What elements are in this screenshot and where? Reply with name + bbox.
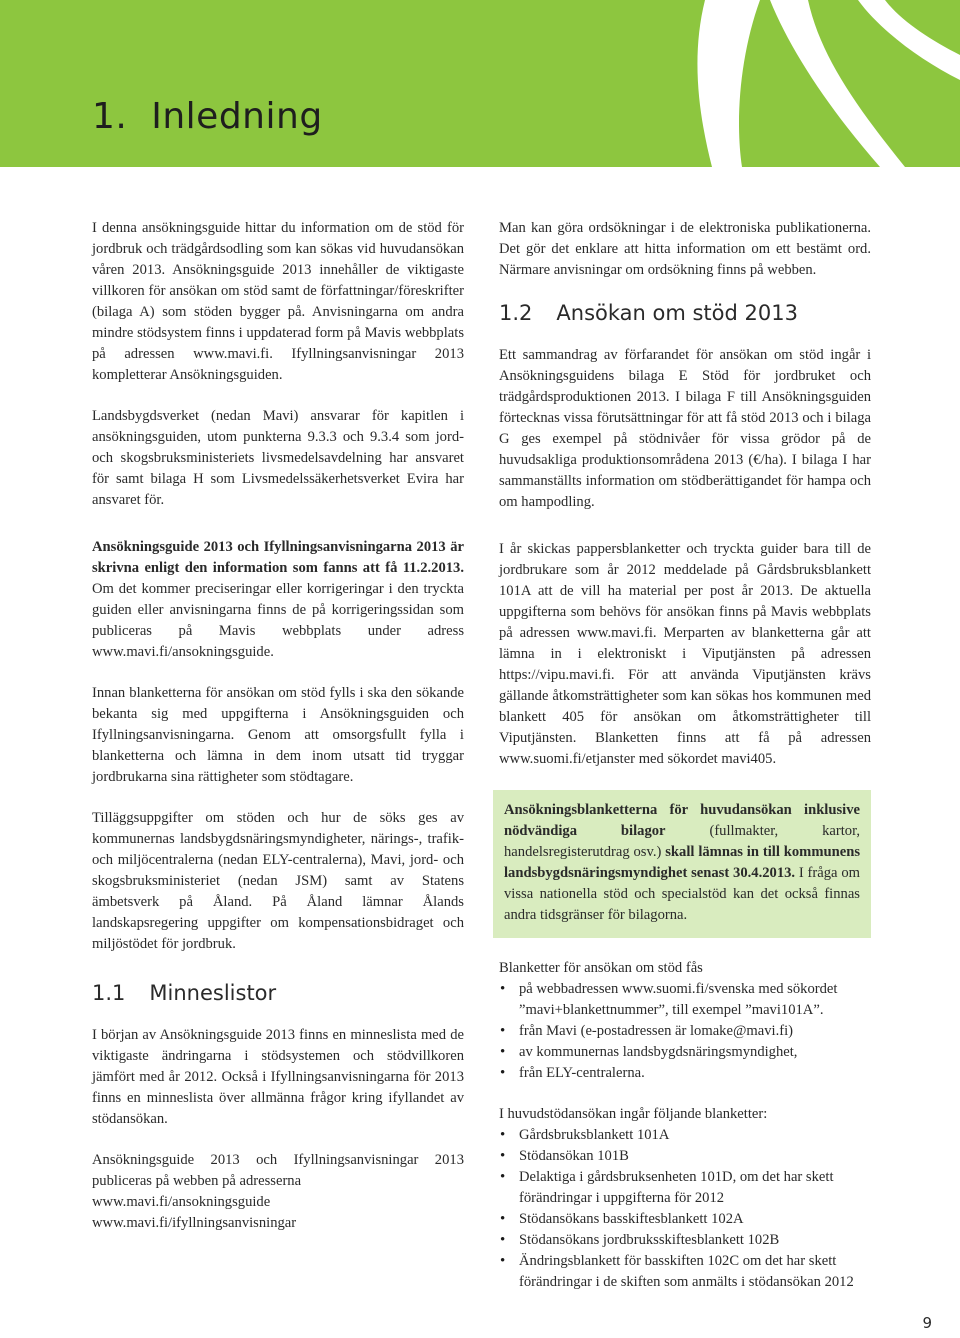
leaf-decoration (0, 0, 960, 167)
chapter-title (92, 96, 323, 137)
left-column (92, 218, 464, 1234)
deadline-notice-box (493, 790, 871, 938)
chapter-number: 1. (92, 96, 128, 137)
responsibility-paragraph: Landsbygdsverket (nedan Mavi) ansvarar för kapitlen i ansökningsguiden, utom punkterna 9.3.3 och 9.3.4 som jord- och skogsbruksministeriets livsmedelsavdelning har ansvaret för samt bilaga H som Livsmedelssäkerhetsverket Evira har ansvaret för. (92, 408, 464, 508)
section-number: 1.1 (92, 981, 126, 1005)
section-heading-1-2 (499, 301, 871, 325)
list-item: • från ELY-centralerna. (499, 1063, 871, 1084)
deadline-bold-1: Ansökningsblanketterna för huvudansökan inklusive nödvändiga bilagor (504, 802, 860, 839)
info-date-rest: Om det kommer preciseringar eller korrigeringar i den tryckta guiden eller anvisningarna finns de på korrigeringssidan som publiceras på Mavis webbplats under adress www.mavi.fi/ansokningsguide. (92, 581, 464, 660)
deadline-normal-1: (fullmakter, kartor, handelsregisterutdrag osv.) (504, 823, 860, 860)
checklist-paragraph: I början av Ansökningsguide 2013 finns en minneslista med de viktigaste ändringarna i stödsystemen och stödvillkoren jämfört med år 2012. Också i Ifyllningsanvisningarna för 2013 finns en minneslista över allmänna frågor kring ifyllandet av stödansökan. (92, 1027, 464, 1127)
paper-forms-paragraph: I år skickas pappersblanketter och tryckta guider bara till de jordbrukare som år 2012 meddelade på Gårdsbruksblankett 101A att de vill ha material per post år 2013. De aktuella uppgifterna som behövs för ansökan finns på Mavis webbplats på adressen www.mavi.fi. Merparten av blanketterna går att lämna in i elektroniskt i Viputjänsten på adressen https://vipu.mavi.fi. För att använda Viputjänsten krävs gällande åtkomsträttigheter som kan sökas hos kommunen med blankett 405 för ansökan om åtkomsträttigheter till Viputjänsten. Blanketten finns att få på adressen www.suomi.fi/etjanster med sökordet mavi405. (499, 541, 871, 767)
forms-list-intro: Blanketter för ansökan om stöd fås (499, 960, 703, 976)
list-item: • på webbadressen www.suomi.fi/svenska med sökordet ”mavi+blankettnummer”, till exempel ”mavi101A”. (499, 979, 871, 1021)
summary-paragraph: Ett sammandrag av förfarandet för ansökan om stöd ingår i Ansökningsguidens bilaga E Stöd för jordbruket och trädgårdsproduktionen 2013. I bilaga F till Ansökningsguiden förtecknas vissa förutsättningar för att få stöd 2013 och i bilaga G ges exempel på stödnivåer för vissa grödor på de huvudsakliga produktionsområdena 2013 (€/ha). I bilaga I har sammanställts information om stödberättigandet för hampa och om hampodling. (499, 347, 871, 510)
info-date-paragraph (92, 537, 464, 663)
word-search-paragraph: Man kan göra ordsökningar i de elektroniska publikationerna. Det gör det enklare att hitta information om ett bestämt ord. Närmare anvisningar om ordsökning finns på webben. (499, 220, 871, 278)
intro-paragraph: I denna ansökningsguide hittar du information om de stöd för jordbruk och trädgårdsodling som kan sökas vid huvudansökan våren 2013. Ansökningsguide 2013 innehåller de viktigaste villkoren för ansökan om stöd samt de författningar/föreskrifter (bilaga A) som stöden bygger på. Anvisningarna om andra mindre stödsystem finns i uppdaterad form på Mavis webbplats på adressen www.mavi.fi. Ifyllningsanvisningar 2013 kompletterar Ansökningsguiden. (92, 220, 464, 383)
list-item: • Gårdsbruksblankett 101A (499, 1125, 871, 1146)
list-item: • Stödansökan 101B (499, 1146, 871, 1167)
deadline-normal-2: I fråga om vissa nationella stöd och specialstöd kan det också finnas andra tidsgränser för bilagorna. (504, 865, 860, 923)
list-item: • Ändringsblankett för basskiften 102C om det har skett förändringar i de skiften som anmälts i stödansökan 2012 (499, 1251, 871, 1293)
chapter-title-text: Inledning (151, 96, 323, 137)
list-item: • Delaktiga i gårdsbruksenheten 101D, om det har skett förändringar i uppgifterna för 2012 (499, 1167, 871, 1209)
section-title: Minneslistor (149, 981, 277, 1005)
info-date-bold: Ansökningsguide 2013 och Ifyllningsanvisningarna 2013 är skrivna enligt den information som fanns att få 11.2.2013. (92, 539, 464, 576)
page-number: 9 (922, 1314, 932, 1332)
url-ansokningsguide[interactable]: www.mavi.fi/ansokningsguide (92, 1194, 271, 1210)
list-item: • av kommunernas landsbygdsnäringsmyndighet, (499, 1042, 871, 1063)
publication-paragraph: Ansökningsguide 2013 och Ifyllningsanvisningar 2013 publiceras på webben på adresserna (92, 1152, 464, 1189)
deadline-notice-text (504, 800, 860, 926)
chapter-header-banner (0, 0, 960, 167)
section-title: Ansökan om stöd 2013 (556, 301, 798, 325)
deadline-bold-2: skall lämnas in till kommunens landsbygdsnäringsmyndighet senast 30.4.2013. (504, 844, 860, 881)
list-item: • från Mavi (e-postadressen är lomake@mavi.fi) (499, 1021, 871, 1042)
additional-info-paragraph: Tilläggsuppgifter om stöden och hur de söks ges av kommunernas landsbygdsnäringsmyndigheter, närings-, trafik- och miljöcentralerna (nedan ELY-centralerna), Mavi, jord- och skogsbruksministeriet (nedan JSM) samt av Statens ämbetsverk på Åland. På Åland lämnar Ålands landskapsregering uppgifter om kompensationsbidraget och miljöstödet för jordbruk. (92, 810, 464, 952)
forms-source-list (499, 979, 871, 1084)
before-filling-paragraph: Innan blanketterna för ansökan om stöd fylls i ska den sökande bekanta sig med uppgifterna i Ansökningsguiden och Ifyllningsanvisningarna. Genom att omsorgsfullt fylla i blanketterna och lämna in dem inom utsatt tid tryggar jordbrukarna sina rättigheter som stödtagare. (92, 685, 464, 785)
right-column (499, 218, 871, 1293)
list-item: • Stödansökans jordbruksskiftesblankett 102B (499, 1230, 871, 1251)
list-item: • Stödansökans basskiftesblankett 102A (499, 1209, 871, 1230)
section-number: 1.2 (499, 301, 533, 325)
section-heading-1-1 (92, 981, 464, 1005)
url-ifyllningsanvisningar[interactable]: www.mavi.fi/ifyllningsanvisningar (92, 1215, 297, 1231)
main-application-intro: I huvudstödansökan ingår följande blanketter: (499, 1106, 768, 1122)
main-application-forms-list (499, 1125, 871, 1293)
